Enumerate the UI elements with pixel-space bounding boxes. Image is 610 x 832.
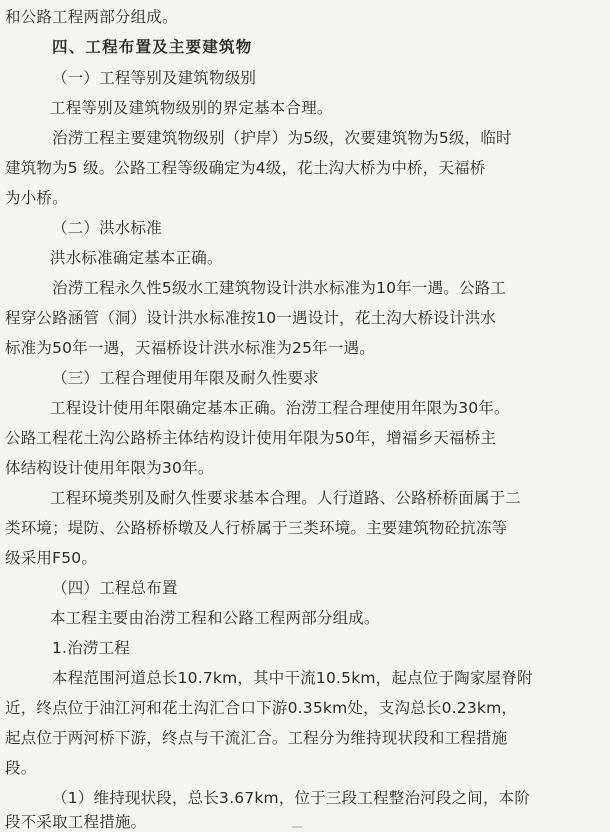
- subsection-heading: （一）工程等别及建筑物级别: [52, 69, 257, 87]
- paragraph-line: 标准为50年一遇，天福桥设计洪水标准为25年一遇。: [5, 339, 375, 357]
- paragraph-line: 治涝工程主要建筑物级别（护岸）为5级，次要建筑物为5级，临时: [52, 129, 512, 147]
- paragraph-line: 工程等别及建筑物级别的界定基本合理。: [50, 99, 333, 117]
- paragraph-line: 近，终点位于油江河和花土沟汇合口下游0.35km处，支沟总长0.23km，: [5, 699, 518, 717]
- paragraph-line: 类环境；堤防、公路桥桥墩及人行桥属于三类环境。主要建筑物砼抗冻等: [5, 519, 508, 537]
- paragraph-line: 本程范围河道总长10.7km，其中干流10.5km，起点位于陶家屋脊附: [52, 669, 533, 687]
- paragraph-line: 工程环境类别及耐久性要求基本合理。人行道路、公路桥桥面属于二: [50, 489, 522, 507]
- paragraph-line: 起点位于两河桥下游，终点与干流汇合。工程分为维持现状段和工程措施: [5, 729, 508, 747]
- paragraph-line: 段不采取工程措施。: [5, 813, 147, 831]
- paragraph-line: （1）维持现状段，总长3.67km，位于三段工程整治河段之间，本阶: [52, 789, 531, 807]
- subsection-heading: 1.治涝工程: [52, 639, 130, 657]
- subsection-heading: （三）工程合理使用年限及耐久性要求: [52, 369, 319, 387]
- paragraph-line: 建筑物为5 级。公路工程等级确定为4级，花土沟大桥为中桥，天福桥: [5, 159, 486, 177]
- subsection-heading: （二）洪水标准: [52, 219, 162, 237]
- paragraph-line: 洪水标准确定基本正确。: [50, 249, 223, 267]
- paragraph-line: 公路工程花土沟公路桥主体结构设计使用年限为50年，增福乡天福桥主: [5, 429, 497, 447]
- paragraph-line: 段。: [5, 759, 37, 777]
- text-line: 和公路工程两部分组成。: [5, 8, 178, 26]
- paragraph-line: 本工程主要由治涝工程和公路工程两部分组成。: [50, 609, 380, 627]
- section-heading: 四、工程布置及主要建筑物: [52, 38, 253, 56]
- paragraph-line: 程穿公路涵管（洞）设计洪水标准按10一遇设计，花土沟大桥设计洪水: [5, 309, 497, 327]
- scan-mark: [292, 826, 302, 828]
- paragraph-line: 级采用F50。: [5, 549, 98, 567]
- subsection-heading: （四）工程总布置: [52, 579, 178, 597]
- paragraph-line: 为小桥。: [5, 189, 68, 207]
- paragraph-line: 治涝工程永久性5级水工建筑物设计洪水标准为10年一遇。公路工: [52, 279, 507, 297]
- paragraph-line: 体结构设计使用年限为30年。: [5, 459, 214, 477]
- paragraph-line: 工程设计使用年限确定基本正确。治涝工程合理使用年限为30年。: [50, 399, 510, 417]
